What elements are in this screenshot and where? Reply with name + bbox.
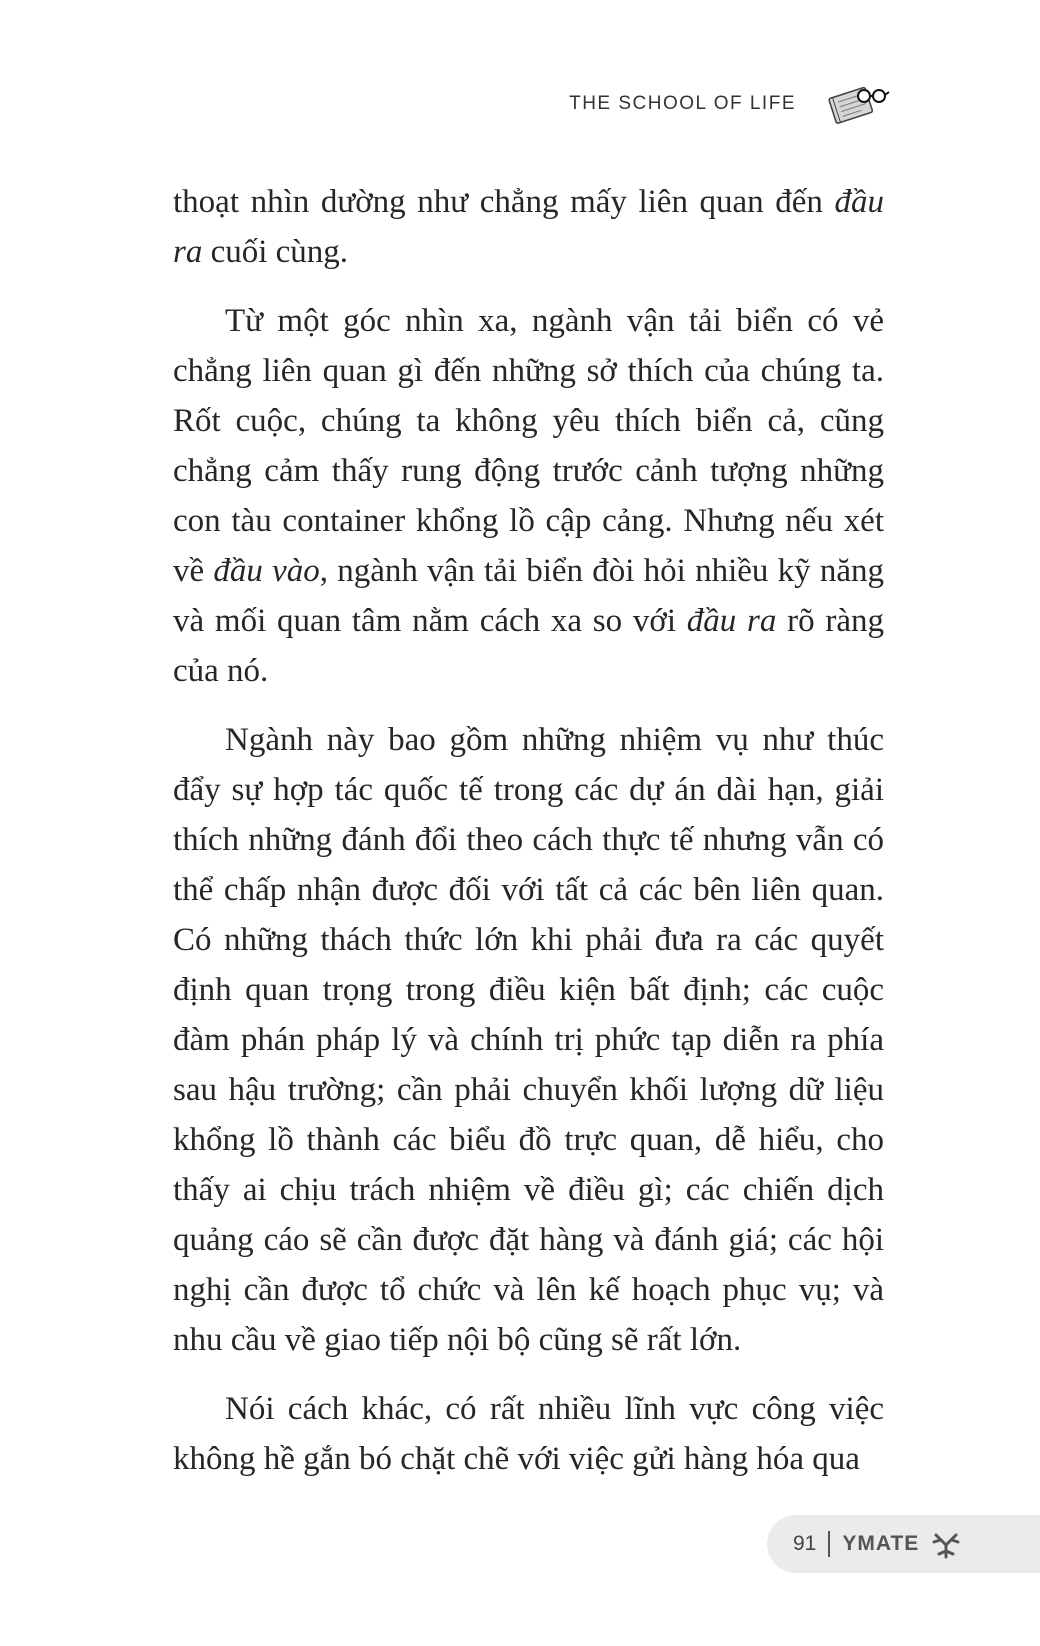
page-footer [767,1515,1040,1573]
italic-term: đầu vào [213,553,320,589]
text-run: thoạt nhìn dường như chẳng mấy liên quan đến [173,184,835,220]
body-paragraph [173,177,884,277]
page-number: 91 [793,1532,817,1555]
ymate-logo-icon [931,1529,961,1559]
text-run: rõ ràng của nó. [173,603,885,689]
italic-term: đầu ra [173,184,884,270]
body-paragraph [173,296,884,696]
text-run: Từ một góc nhìn xa, ngành vận tải biển có vẻ chẳng liên quan gì đến những sở thích của chúng ta. Rốt cuộc, chúng ta không yêu thích biển cả, cũng chẳng cảm thấy rung động trước cảnh tượng những con tàu container khổng lồ cập cảng. Nhưng nếu xét về [173,303,884,589]
footer-divider [828,1531,830,1557]
publisher-brand: YMATE [842,1532,920,1555]
italic-term: đầu ra [686,603,777,639]
text-run: , ngành vận tải biển đòi hỏi nhiều kỹ năng và mối quan tâm nằm cách xa so với [173,553,884,639]
body-paragraph [173,1384,884,1484]
running-header [569,82,890,126]
text-run: cuối cùng. [202,234,349,270]
notebook-glasses-icon [824,82,890,126]
text-run: Nói cách khác, có rất nhiều lĩnh vực công việc không hề gắn bó chặt chẽ với việc gửi hàng hóa qua [173,1391,884,1477]
body-paragraph [173,715,884,1365]
body-text [173,177,884,1503]
text-run: Ngành này bao gồm những nhiệm vụ như thúc đẩy sự hợp tác quốc tế trong các dự án dài hạn, giải thích những đánh đổi theo cách thực tế nhưng vẫn có thể chấp nhận được đối với tất cả các bên liên quan. Có những thách thức lớn khi phải đưa ra các quyết định quan trọng trong điều kiện bất định; các cuộc đàm phán pháp lý và chính trị phức tạp diễn ra phía sau hậu trường; cần phải chuyển khối lượng dữ liệu khổng lồ thành các biểu đồ trực quan, dễ hiểu, cho thấy ai chịu trách nhiệm về điều gì; các chiến dịch quảng cáo sẽ cần được đặt hàng và đánh giá; các hội nghị cần được tổ chức và lên kế hoạch phục vụ; và nhu cầu về giao tiếp nội bộ cũng sẽ rất lớn. [173,722,884,1358]
running-header-title: THE SCHOOL OF LIFE [569,93,796,114]
